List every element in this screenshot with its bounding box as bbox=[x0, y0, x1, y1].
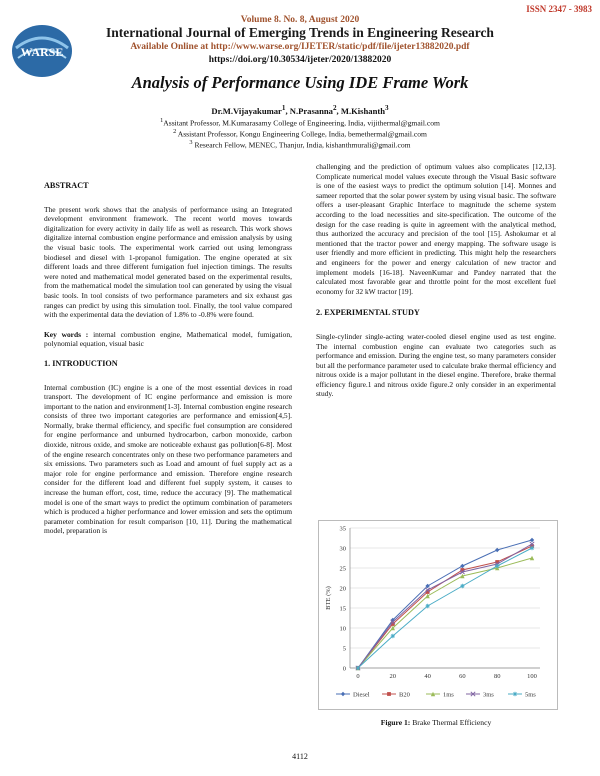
author-sep: , bbox=[336, 105, 341, 116]
x-tick-label: 40 bbox=[424, 673, 431, 680]
y-tick-label: 5 bbox=[342, 645, 346, 653]
keywords bbox=[44, 330, 292, 349]
author-1: Dr.M.Vijayakumar bbox=[211, 105, 282, 116]
intro-text: Internal combustion (IC) engine is a one of the most essential devices in road transport. The development of IC engine performance and emission is more important to the nation and environment[1-3]. Internal combustion engine research consists of three two important categories are performance and emission[4,5]. Normally, brake thermal efficiency, and specific fuel consumption are considered for engine performance and unburned hydrocarbon, carbon monoxide, carbon dioxide, nitrous oxide, and smoke are noticeable exhaust gas pollution[6-8]. Most of the engine research concentrates only on these two performance parameters and six emissions. Two parameters such as Load and amount of fuel supply act as a major role for engine performance and emission. Therefore engine research consider for the different load and different fuel supply system, it causes to increase the human effort, cost, time, reduce the accuracy [9]. The mathematical model is one of the smart ways to predict the optimum combination of parameters which is produced a higher performance and lower emission and sets the optimum parameter combination for result comparison [10, 11]. During the mathematical model, preparation is bbox=[44, 382, 292, 536]
x-tick-label: 20 bbox=[389, 673, 397, 680]
legend-label: 3ms bbox=[483, 691, 494, 699]
figure-caption-text: Brake Thermal Efficiency bbox=[410, 718, 492, 727]
abstract-heading: ABSTRACT bbox=[44, 181, 89, 190]
intro-heading: 1. INTRODUCTION bbox=[44, 358, 118, 368]
issn-label: ISSN 2347 - 3983 bbox=[526, 4, 592, 14]
author-2: N.Prasanna bbox=[289, 105, 333, 116]
x-tick-label: 0 bbox=[356, 673, 360, 680]
right-column bbox=[316, 162, 556, 399]
figure-caption bbox=[316, 718, 556, 727]
authors-line bbox=[0, 104, 600, 116]
aff-1-sup: 1 bbox=[160, 117, 164, 124]
x-tick-label: 100 bbox=[527, 673, 537, 680]
y-tick-label: 25 bbox=[339, 565, 346, 573]
intro-continued-text: challenging and the prediction of optimum values also complicates [12,13]. Complicate numerical model values execute through the Visual Basic software is one of the easiest ways to predict the optimum solution [14]. Monnes and sameer reported that the solar power system by using visual basic. The software offers a user-pleasant Graphic Interface to magnitude the scheme system according to the load necessities and site-specification. The outcome of the design for the case reading is quite in agreement with the analytical method, thus authorized the accuracy and precision of the tool [15]. Ashokumar et al mentioned that the tractor power and energy mapping. The software usage is user friendly and more efficient in predicting. This might help the researchers and engineers for the power and energy calculation of new tractor and implement models [16-18]. NaveenKumar and Pandey narrated that the calculated most favorable gear and throttle point for the most excellent fuel economy for 32 kW tractor [19]. bbox=[316, 162, 556, 296]
legend-label: 5ms bbox=[525, 691, 536, 699]
journal-title: International Journal of Emerging Trends in Engineering Research bbox=[106, 25, 494, 40]
keywords-label: Key words : bbox=[44, 329, 89, 339]
experimental-text: Single-cylinder single-acting water-cooled diesel engine used as test engine. The internal combustion engine can evaluate two categories such as performance and emission. During the engine test, so many parameters consider but all the performance parameter used to calculate brake thermal efficiency and nitrous oxide is a major pollutant in the diesel engine. Therefore, brake thermal efficiency figure.1 and nitrous oxide figure.2 only consider in an experimental study. bbox=[316, 331, 556, 399]
y-tick-label: 10 bbox=[339, 625, 346, 633]
chart-frame bbox=[319, 521, 558, 710]
author-1-sup: 1 bbox=[281, 104, 286, 112]
point-marker bbox=[387, 692, 391, 696]
author-sep: , bbox=[285, 105, 290, 116]
y-tick-label: 15 bbox=[339, 605, 346, 613]
online-link[interactable]: Available Online at http://www.warse.org/IJETER/static/pdf/file/ijeter13882020.pdf bbox=[130, 42, 470, 52]
aff-3-text: Research Fellow, MENEC, Thanjur, India, kishanthmurali@gmail.com bbox=[192, 140, 411, 150]
affiliation-2 bbox=[0, 128, 600, 139]
y-axis-label: BTE (%) bbox=[325, 586, 332, 610]
figure-label: Figure 1: bbox=[380, 718, 411, 727]
y-tick-label: 0 bbox=[342, 665, 346, 673]
x-tick-label: 60 bbox=[459, 673, 466, 680]
affiliation-1 bbox=[0, 117, 600, 128]
affiliation-3 bbox=[0, 139, 600, 150]
legend-label: B20 bbox=[399, 691, 410, 699]
aff-1-text: Assitant Professor, M.Kumarasamy College of Engineering, India, vijithermal@gmail.com bbox=[163, 118, 440, 128]
experimental-heading: 2. EXPERIMENTAL STUDY bbox=[316, 308, 420, 318]
bte-chart bbox=[318, 520, 558, 710]
legend-label: Diesel bbox=[353, 691, 370, 699]
author-3-sup: 3 bbox=[385, 104, 389, 112]
aff-3-sup: 3 bbox=[189, 139, 193, 146]
volume-line: Volume 8. No. 8, August 2020 bbox=[240, 15, 360, 25]
author-3: M.Kishanth bbox=[340, 105, 386, 116]
page-number: 4112 bbox=[292, 752, 308, 761]
aff-2-sup: 2 bbox=[173, 128, 177, 135]
legend-label: 1ms bbox=[443, 691, 454, 699]
doi-link[interactable]: https://doi.org/10.30534/ijeter/2020/13882020 bbox=[208, 55, 392, 65]
y-tick-label: 20 bbox=[339, 585, 346, 593]
aff-2-text: Assistant Professor, Kongu Engineering College, India, bemethermal@gmail.com bbox=[176, 129, 427, 139]
y-tick-label: 30 bbox=[339, 545, 346, 553]
abstract-text: The present work shows that the analysis of performance using an Integrated development environment framework. The recent world moves towards digitalization for every activity in daily life as well as research. This work shows digitalize internal combustion engine performance and emission analysis by using the visual basic tools. The experimental work carried out using lemongrass biodiesel and diesel with 1-propanol fumigation. The engine operated at six different loads and three different fumigation fuel injection timings. The results were noted and mathematical model generated based on the experimental results, from the mathematical model the simulation tool can generated by using the visual basic tools. In tool consists of two performance parameters and six exhaust gas ranges can predict by using this simulation tool. Finally, the tool value compared with the experimental data the deviation of 1.8% to -0.8% were found. bbox=[44, 204, 292, 320]
left-column bbox=[44, 181, 292, 536]
author-2-sup: 2 bbox=[332, 104, 337, 112]
x-tick-label: 80 bbox=[493, 673, 501, 680]
y-tick-label: 35 bbox=[339, 525, 346, 533]
logo-text: WARSE bbox=[20, 45, 64, 59]
keywords-text: internal combustion engine, Mathematical model, fumigation, polynomial equation, visual basic bbox=[44, 329, 292, 349]
paper-title: Analysis of Performance Using IDE Frame Work bbox=[131, 73, 469, 92]
